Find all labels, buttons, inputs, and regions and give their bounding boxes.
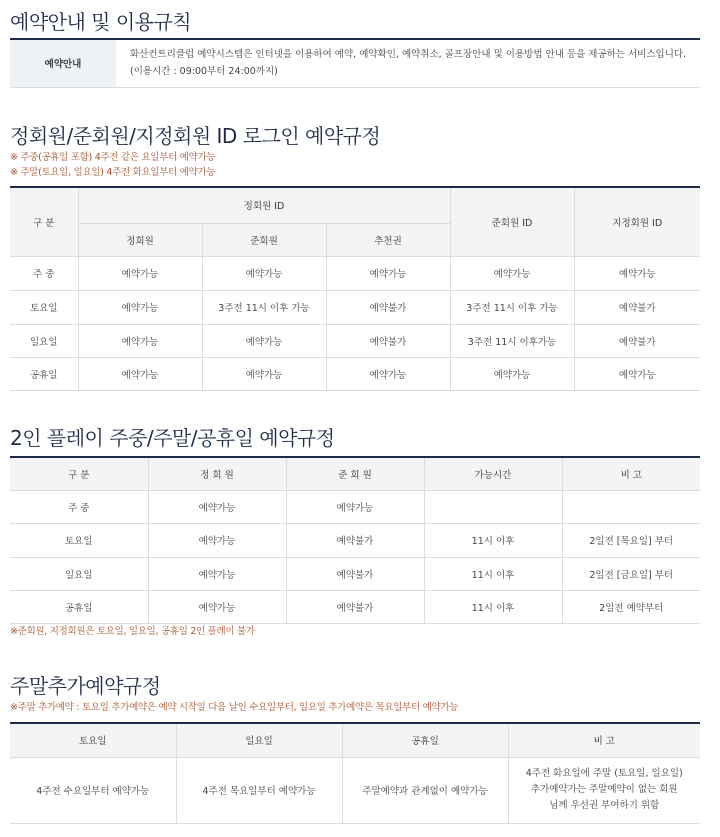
info-line-1: 화산컨트리클럽 예약시스템은 인터넷을 이용하여 예약, 예약확인, 예약취소, 골프장안내 및 이용방법 안내 등을 제공하는 서비스입니다. (130, 49, 687, 61)
two-play-section-title: 2인 플레이 주중/주말/공휴일 예약규정 (10, 426, 335, 450)
cell: 3주전 11시 이후 가능 (450, 290, 574, 324)
header-designated-id: 지정회원 ID (574, 187, 700, 256)
row-label: 주 중 (10, 256, 78, 290)
header-regular: 정회원 (78, 223, 202, 256)
row-label: 일요일 (10, 557, 148, 590)
login-note-1: ※ 주중(공휴일 포함) 4주전 같은 요일부터 예약가능 (10, 152, 216, 163)
cell: 예약가능 (78, 324, 202, 357)
cell: 예약가능 (450, 357, 574, 390)
cell: 예약가능 (78, 290, 202, 324)
header-remark: 비 고 (508, 723, 700, 757)
two-play-note: ※준회원, 지정회원은 토요일, 일요일, 공휴일 2인 플레이 불가 (10, 626, 255, 637)
cell (424, 490, 562, 523)
cell: 예약가능 (202, 256, 326, 290)
header-holiday: 공휴일 (342, 723, 508, 757)
cell: 3주전 11시 이후 가능 (202, 290, 326, 324)
header-associate-id: 준회원 ID (450, 187, 574, 256)
remark-line-1: 4주전 화요일에 주말 (토요일, 일요일) (525, 768, 683, 779)
header-associate: 준 회 원 (286, 457, 424, 490)
header-gubun: 구 분 (10, 457, 148, 490)
info-section-title: 예약안내 및 이용규칙 (10, 10, 192, 34)
row-label: 주 중 (10, 490, 148, 523)
cell: 예약가능 (202, 324, 326, 357)
info-line-2: (이용시간 : 09:00부터 24:00까지) (130, 66, 278, 78)
cell: 예약가능 (326, 256, 450, 290)
weekend-note: ※주말 추가예약 : 토요일 추가예약은 예약 시작일 다음 날인 수요일부터, 일요일 추가예약은 목요일부터 예약가능 (10, 702, 459, 713)
cell: 예약불가 (286, 557, 424, 590)
remark-cell (508, 757, 700, 823)
cell: 예약가능 (574, 357, 700, 390)
cell: 예약불가 (286, 590, 424, 623)
cell: 예약가능 (326, 357, 450, 390)
cell: 4주전 목요일부터 예약가능 (176, 757, 342, 823)
remark-line-3: 님께 우선권 부여하기 위함 (549, 800, 660, 811)
info-table (10, 38, 700, 88)
table-row (10, 490, 700, 523)
table-row (10, 357, 700, 390)
login-note-2: ※ 주말(토요일, 일요일) 4주전 화요일부터 예약가능 (10, 167, 216, 178)
row-label: 토요일 (10, 523, 148, 557)
remark-line-2: 추가예약가는 주말예약이 없는 회원 (530, 784, 678, 795)
cell: 예약가능 (148, 523, 286, 557)
weekend-rules-table (10, 722, 700, 824)
cell: 예약가능 (78, 256, 202, 290)
cell: 예약가능 (574, 256, 700, 290)
row-label: 공휴일 (10, 357, 78, 390)
cell: 4주전 수요일부터 예약가능 (10, 757, 176, 823)
header-available-time: 가능시간 (424, 457, 562, 490)
table-row (10, 256, 700, 290)
table-row (10, 757, 700, 823)
header-remark: 비 고 (562, 457, 700, 490)
cell (562, 490, 700, 523)
row-label: 토요일 (10, 290, 78, 324)
cell: 예약불가 (286, 523, 424, 557)
header-regular-id: 정회원 ID (78, 187, 450, 223)
table-row (10, 290, 700, 324)
header-recommend: 추천권 (326, 223, 450, 256)
cell: 예약불가 (574, 290, 700, 324)
login-section-title: 정회원/준회원/지정회원 ID 로그인 예약규정 (10, 124, 381, 148)
cell: 주말예약과 관계없이 예약가능 (342, 757, 508, 823)
cell: 예약가능 (78, 357, 202, 390)
cell: 2일전 [금요일] 부터 (562, 557, 700, 590)
cell: 3주전 11시 이후가능 (450, 324, 574, 357)
cell: 11시 이후 (424, 557, 562, 590)
cell: 11시 이후 (424, 523, 562, 557)
row-label: 공휴일 (10, 590, 148, 623)
cell: 예약불가 (326, 324, 450, 357)
cell: 예약가능 (202, 357, 326, 390)
login-rules-table (10, 186, 700, 391)
header-regular: 정 회 원 (148, 457, 286, 490)
cell: 예약가능 (148, 490, 286, 523)
header-sunday: 일요일 (176, 723, 342, 757)
table-row (10, 523, 700, 557)
cell: 예약불가 (326, 290, 450, 324)
info-text (116, 39, 700, 87)
cell: 예약가능 (286, 490, 424, 523)
cell: 예약가능 (450, 256, 574, 290)
cell: 예약가능 (148, 590, 286, 623)
cell: 11시 이후 (424, 590, 562, 623)
table-row (10, 557, 700, 590)
cell: 예약불가 (574, 324, 700, 357)
header-saturday: 토요일 (10, 723, 176, 757)
cell: 2일전 예약부터 (562, 590, 700, 623)
table-row (10, 324, 700, 357)
two-play-rules-table (10, 456, 700, 624)
header-associate: 준회원 (202, 223, 326, 256)
header-gubun: 구 분 (10, 187, 78, 256)
weekend-section-title: 주말추가예약규정 (10, 674, 161, 698)
info-label: 예약안내 (10, 39, 116, 87)
cell: 2일전 [목요일] 부터 (562, 523, 700, 557)
cell: 예약가능 (148, 557, 286, 590)
table-row (10, 590, 700, 623)
row-label: 일요일 (10, 324, 78, 357)
